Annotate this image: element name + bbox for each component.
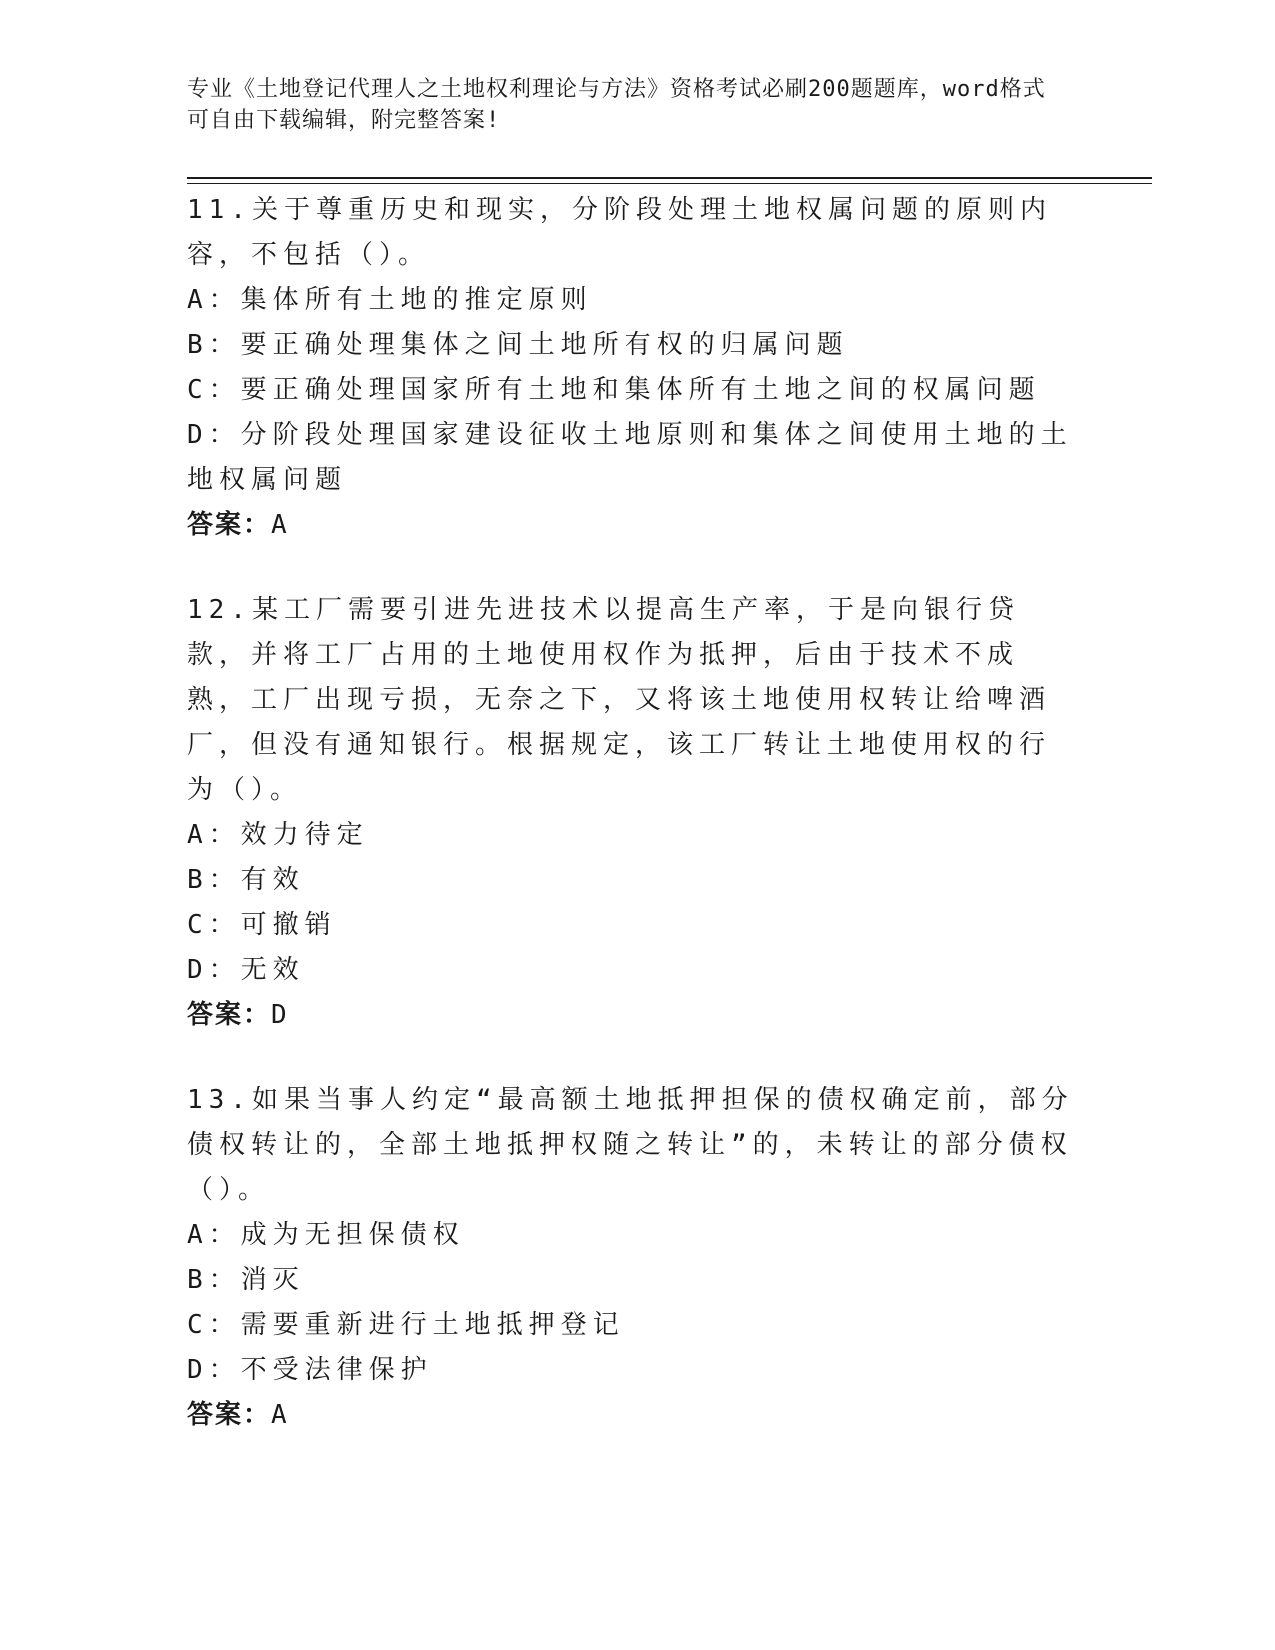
option-c: C：要正确处理国家所有土地和集体所有土地之间的权属问题 [187, 375, 1041, 405]
answer-value: A [271, 1400, 293, 1430]
option-b: B：要正确处理集体之间土地所有权的归属问题 [187, 330, 849, 360]
option-d: D：分阶段处理国家建设征收土地原则和集体之间使用土地的土地权属问题 [187, 420, 1073, 495]
answer-line [187, 503, 1077, 548]
answer-label: 答案： [187, 1000, 272, 1030]
option-b: B：消灭 [187, 1265, 305, 1295]
option-b: B：有效 [187, 865, 305, 895]
option-c: C：需要重新进行土地抵押登记 [187, 1310, 625, 1340]
answer-value: A [271, 510, 293, 540]
answer-line [187, 993, 1077, 1038]
header-divider-thin [187, 183, 1152, 184]
question-11 [187, 188, 1077, 548]
question-13 [187, 1078, 1077, 1438]
question-stem: 11.关于尊重历史和现实，分阶段处理土地权属问题的原则内容，不包括（）。 [187, 195, 1052, 270]
answer-value: D [271, 1000, 293, 1030]
answer-label: 答案： [187, 1400, 272, 1430]
question-12 [187, 588, 1077, 1038]
option-a: A：成为无担保债权 [187, 1220, 465, 1250]
document-header: 专业《土地登记代理人之土地权利理论与方法》资格考试必刷200题题库，word格式可自由下载编辑，附完整答案! [187, 77, 1046, 133]
answer-line [187, 1393, 1077, 1438]
answer-label: 答案： [187, 510, 272, 540]
question-stem: 12.某工厂需要引进先进技术以提高生产率，于是向银行贷款，并将工厂占用的土地使用权作为抵押，后由于技术不成熟，工厂出现亏损，无奈之下，又将该土地使用权转让给啤酒厂，但没有通知银行。根据规定，该工厂转让土地使用权的行为（）。 [187, 595, 1052, 805]
option-a: A：集体所有土地的推定原则 [187, 285, 593, 315]
option-a: A：效力待定 [187, 820, 369, 850]
option-c: C：可撤销 [187, 910, 337, 940]
option-d: D：无效 [187, 955, 305, 985]
question-stem: 13.如果当事人约定“最高额土地抵押担保的债权确定前，部分债权转让的，全部土地抵押权随之转让”的，未转让的部分债权（）。 [187, 1085, 1074, 1205]
header-divider-thick [187, 177, 1152, 179]
option-d: D：不受法律保护 [187, 1355, 433, 1385]
question-list [187, 188, 1077, 1438]
